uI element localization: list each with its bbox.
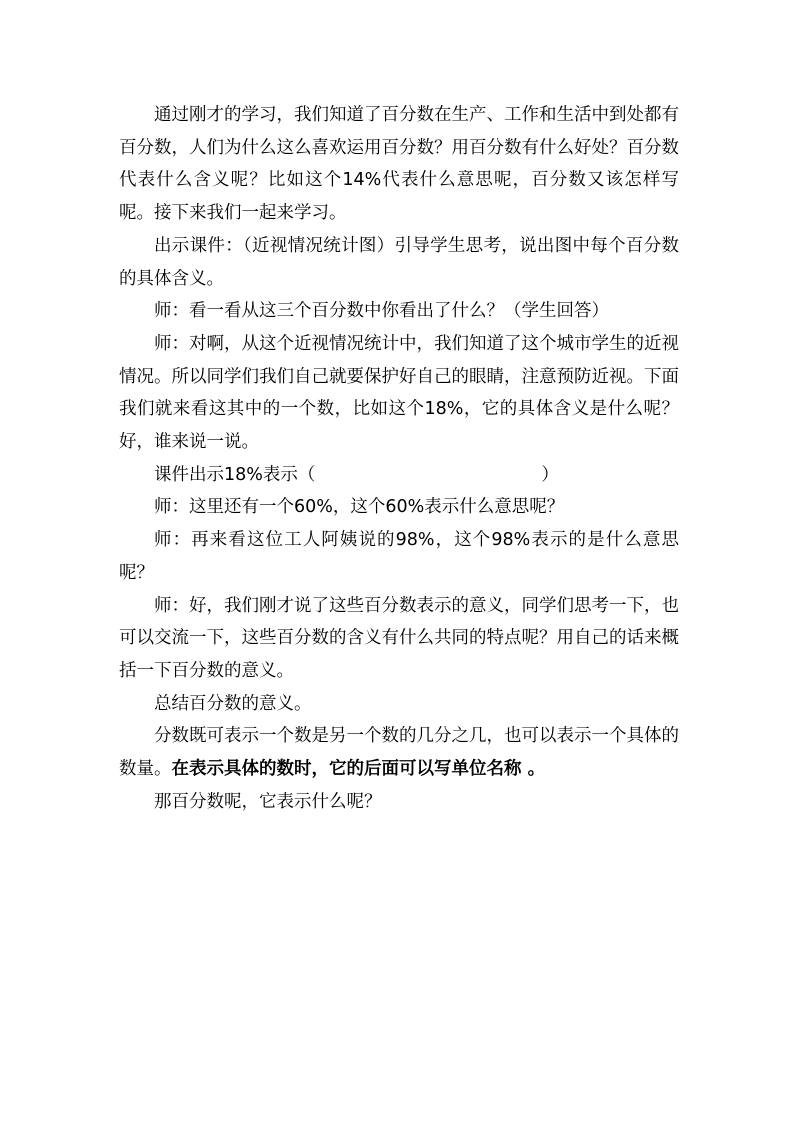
paragraph-teacher-60: 师：这里还有一个60%，这个60%表示什么意思呢？	[154, 497, 565, 518]
paragraph-fraction-meaning	[119, 720, 679, 785]
paragraph-teacher-98: 师：再来看这位工人阿姨说的98%，这个98%表示的是什么意思呢？	[119, 530, 679, 583]
paragraph-teacher-summary: 师：好，我们刚才说了这些百分数表示的意义，同学们思考一下，也可以交流一下，这些百分数的含义有什么共同的特点呢？用自己的话来概括一下百分数的意义。	[119, 595, 679, 681]
paragraph-summary-heading: 总结百分数的意义。	[154, 693, 312, 714]
paragraph-percent-question: 那百分数呢，它表示什么呢？	[154, 791, 382, 812]
paragraph-teacher-question: 师：看一看从这三个百分数中你看出了什么？（学生回答）	[154, 301, 609, 322]
courseware-prefix: 课件出示18%表示（	[154, 464, 316, 485]
paragraph-intro: 通过刚才的学习，我们知道了百分数在生产、工作和生活中到处都有百分数，人们为什么这么喜欢运用百分数？用百分数有什么好处？百分数代表什么含义呢？比如这个14%代表什么意思呢，百分数又该怎样写呢。接下来我们一起来学习。	[119, 105, 679, 224]
paragraph-courseware-18	[119, 459, 679, 492]
fraction-meaning-text: 分数既可表示一个数是另一个数的几分之几，也可以表示一个具体的数量。	[119, 726, 679, 780]
courseware-suffix: ）	[541, 464, 559, 485]
document-body	[119, 99, 679, 818]
fraction-meaning-bold-text: 在表示具体的数时，它的后面可以写单位名称 。	[171, 759, 546, 780]
paragraph-courseware-chart: 出示课件：（近视情况统计图）引导学生思考，说出图中每个百分数的具体含义。	[119, 235, 679, 289]
paragraph-teacher-myopia: 师：对啊，从这个近视情况统计中，我们知道了这个城市学生的近视情况。所以同学们我们自己就要保护好自己的眼睛，注意预防近视。下面我们就来看这其中的一个数，比如这个18%，它的具体含义是什么呢？好，谁来说一说。	[119, 333, 679, 453]
